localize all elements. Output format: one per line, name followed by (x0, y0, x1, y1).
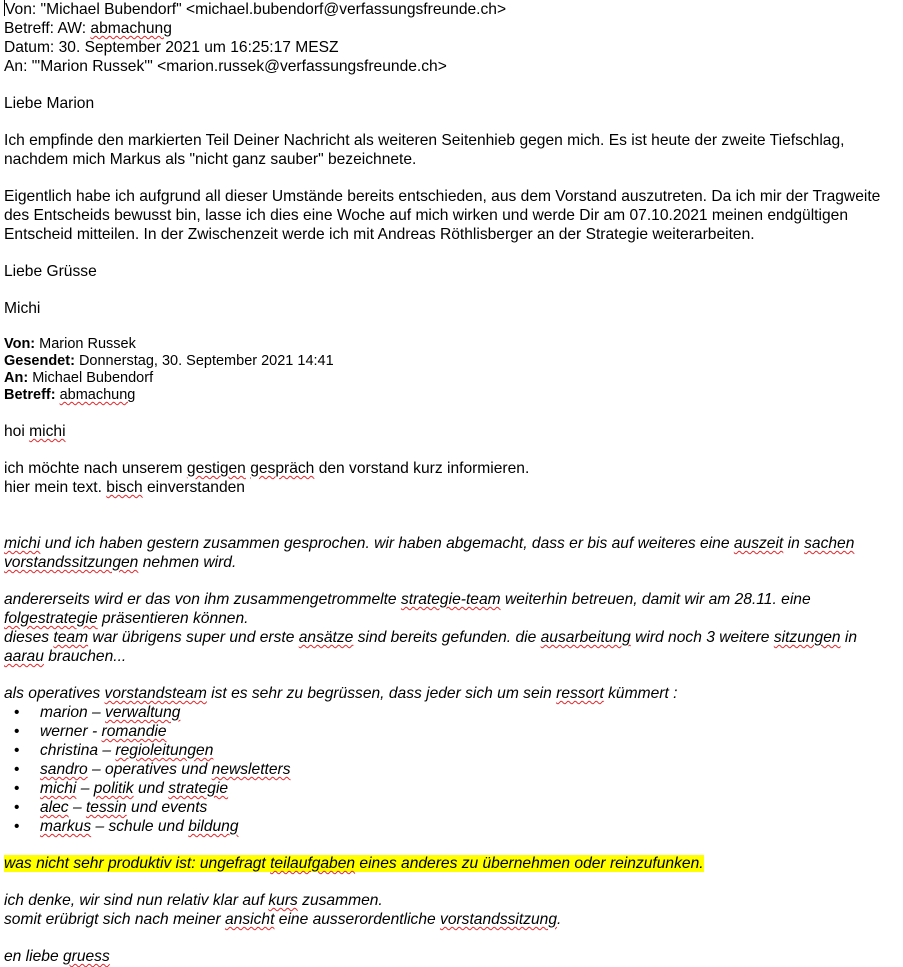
quoted-from: Von: Marion Russek (4, 336, 136, 352)
quoted-subject: Betreff: abmachung (4, 387, 136, 403)
list-item: • marion – verwaltung (14, 704, 181, 721)
quoted-sent: Gesendet: Donnerstag, 30. September 2021 14:41 (4, 353, 334, 369)
original-line: hier mein text. bisch einverstanden (4, 479, 245, 496)
announcement-paragraph: als operatives vorstandsteam ist es sehr zu begrüssen, dass jeder sich um sein ressort kümmert : (4, 685, 678, 702)
from-line: Von: "Michael Bubendorf" <michael.bubendorf@verfassungsfreunde.ch> (5, 1, 507, 18)
list-item: • sandro – operatives und newsletters (14, 761, 291, 778)
role-list (4, 703, 897, 836)
subject-line: Betreff: AW: abmachung (4, 20, 172, 37)
announcement-paragraph: michi und ich haben gestern zusammen gesprochen. wir haben abgemacht, dass er bis auf weiteres eine auszeit in sachen vorstandssitzungen nehmen wird. (4, 535, 855, 571)
reply-signature: Michi (4, 300, 41, 317)
list-item: • christina – regioleitungen (14, 742, 214, 759)
reply-greeting: Liebe Marion (4, 95, 95, 112)
list-item: • markus – schule und bildung (14, 818, 239, 835)
announcement-paragraph: andererseits wird er das von ihm zusammengetrommelte strategie-team weiterhin betreuen, damit wir am 28.11. eine folgestrategie präsentieren können. (4, 591, 811, 627)
reply-closing: Liebe Grüsse (4, 263, 97, 280)
to-line: An: "'Marion Russek'" <marion.russek@verfassungsfreunde.ch> (4, 58, 447, 75)
quoted-header (4, 336, 897, 404)
announcement-paragraph: somit erübrigt sich nach meiner ansicht eine ausserordentliche vorstandssitzung. (4, 911, 562, 928)
list-item: • michi – politik und strategie (14, 780, 229, 797)
original-line: ich möchte nach unserem gestigen gespräch den vorstand kurz informieren. (4, 460, 530, 477)
email-header (4, 0, 897, 76)
reply-paragraph: Eigentlich habe ich aufgrund all dieser Umstände bereits entschieden, aus dem Vorstand auszutreten. Da ich mir der Tragweite des Entscheids bewusst bin, lasse ich dies eine Woche auf mich wirken und werde Dir am 07.10.2021 meinen endgültigen Entscheid mitteilen. In der Zwischenzeit werde ich mit Andreas Röthlisberger an der Strategie weiterarbeiten. (4, 188, 881, 243)
quoted-to: An: Michael Bubendorf (4, 370, 154, 386)
announcement-closing: en liebe gruess (4, 948, 110, 965)
highlighted-sentence: was nicht sehr produktiv ist: ungefragt teilaufgaben eines anderes zu übernehmen oder reinzufunken. (4, 855, 704, 872)
list-item: • werner - romandie (14, 723, 167, 740)
announcement-paragraph: ich denke, wir sind nun relativ klar auf kurs zusammen. (4, 892, 383, 909)
list-item: • alec – tessin und events (14, 799, 208, 816)
announcement-paragraph: dieses team war übrigens super und erste ansätze sind bereits gefunden. die ausarbeitung wird noch 3 weitere sitzungen in aarau brauchen... (4, 629, 858, 665)
original-greeting: hoi michi (4, 423, 66, 440)
reply-paragraph: Ich empfinde den markierten Teil Deiner Nachricht als weiteren Seitenhieb gegen mich. Es ist heute der zweite Tiefschlag, nachdem mich Markus als "nicht ganz sauber" bezeichnete. (4, 132, 845, 168)
date-line: Datum: 30. September 2021 um 16:25:17 MESZ (4, 39, 339, 56)
